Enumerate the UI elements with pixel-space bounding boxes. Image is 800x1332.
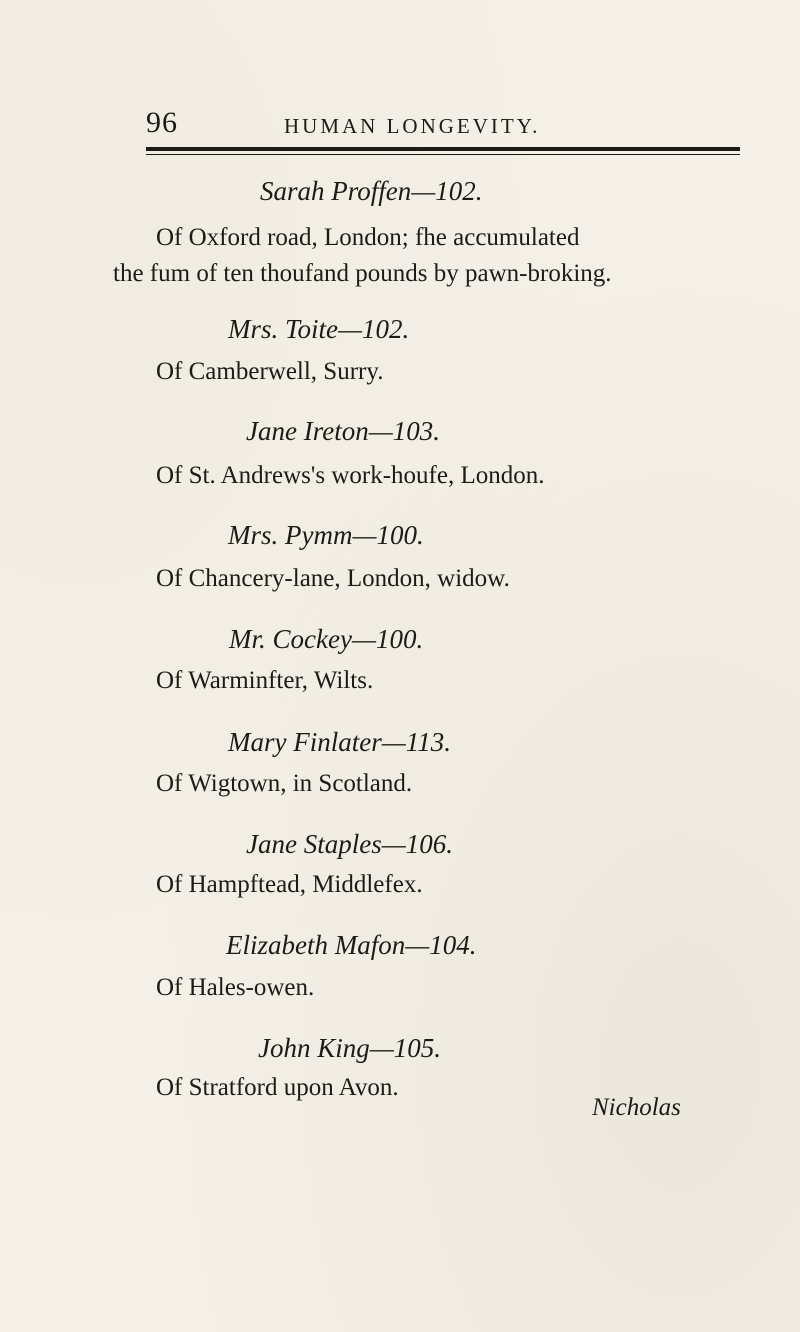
- entry-name: Mrs. Pymm—100.: [228, 520, 424, 550]
- entry-description: Of Warminfter, Wilts.: [156, 667, 374, 694]
- entry-name: John King—105.: [258, 1033, 442, 1063]
- entry-name: Mary Finlater—113.: [228, 727, 451, 757]
- entry-name: Jane Ireton—103.: [246, 416, 440, 446]
- running-head: HUMAN LONGEVITY.: [284, 114, 541, 138]
- entry-description: Of Hampftead, Middlefex.: [156, 871, 423, 898]
- entry-description: Of Camberwell, Surry.: [156, 358, 384, 385]
- entry-description: Of Oxford road, London; fhe accumulated: [156, 224, 580, 251]
- catchword: Nicholas: [592, 1094, 681, 1121]
- entry-description: the fum of ten thoufand pounds by pawn-broking.: [113, 260, 612, 287]
- entry-name: Mr. Cockey—100.: [229, 624, 424, 654]
- entry-description: Of Stratford upon Avon.: [156, 1074, 399, 1101]
- entry-description: Of Hales-owen.: [156, 974, 315, 1001]
- page-number: 96: [146, 106, 178, 139]
- entry-name: Jane Staples—106.: [246, 829, 453, 859]
- entry-name: Elizabeth Mafon—104.: [226, 930, 477, 960]
- entry-description: Of St. Andrews's work-houfe, London.: [156, 462, 545, 489]
- entry-description: Of Wigtown, in Scotland.: [156, 770, 413, 797]
- entry-name: Sarah Proffen—102.: [260, 176, 483, 206]
- entry-name: Mrs. Toite—102.: [228, 314, 410, 344]
- entry-description: Of Chancery-lane, London, widow.: [156, 565, 510, 592]
